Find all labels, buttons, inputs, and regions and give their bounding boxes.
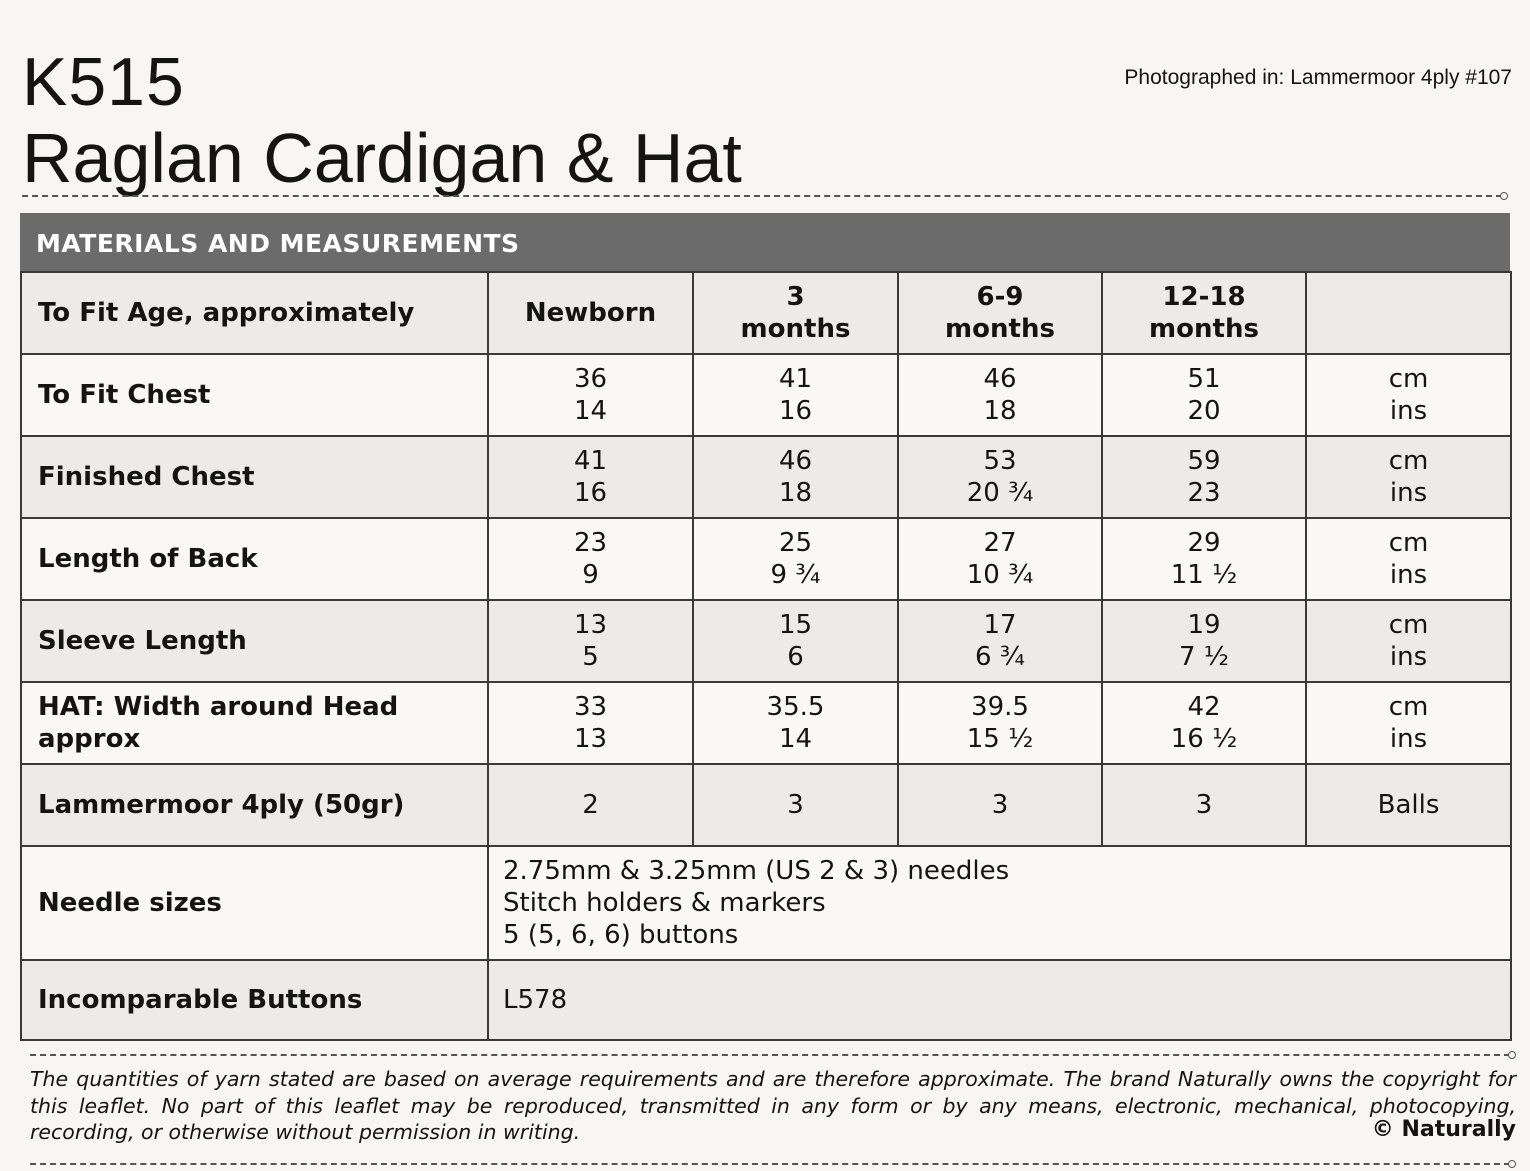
row-label: Finished Chest [21,436,488,518]
value-cell: 41 16 [693,354,898,436]
value-cell: 3 [1102,764,1306,846]
unit-cell: cm ins [1306,682,1511,764]
list-item: 5 (5, 6, 6) buttons [503,920,739,950]
row-label: To Fit Age, approximately [21,272,488,354]
value-cell: 46 18 [898,354,1102,436]
value-cell: 25 9 ¾ [693,518,898,600]
table-row [21,600,1511,682]
value-cell: 17 6 ¾ [898,600,1102,682]
value-cell: 51 20 [1102,354,1306,436]
value-cell: 33 13 [488,682,693,764]
age-header: 6-9 months [898,272,1102,354]
value-cell: 3 [693,764,898,846]
divider [22,195,1502,197]
value-cell: 15 6 [693,600,898,682]
value-cell: 42 16 ½ [1102,682,1306,764]
divider [30,1054,1510,1056]
value-cell: 3 [898,764,1102,846]
value-cell: 41 16 [488,436,693,518]
section-banner: MATERIALS AND MEASUREMENTS [20,213,1510,271]
empty-cell [1306,272,1511,354]
age-header: 12-18 months [1102,272,1306,354]
pattern-code: K515 [22,44,185,120]
photographed-in: Photographed in: Lammermoor 4ply #107 [1124,66,1512,89]
value-cell: 19 7 ½ [1102,600,1306,682]
unit-cell: cm ins [1306,600,1511,682]
unit-cell: cm ins [1306,354,1511,436]
row-label: Sleeve Length [21,600,488,682]
list-item: 2.75mm & 3.25mm (US 2 & 3) needles [503,856,1010,886]
button-code: L578 [488,960,1511,1040]
age-header: Newborn [488,272,693,354]
value-cell: 23 9 [488,518,693,600]
unit-cell: Balls [1306,764,1511,846]
copyright-mark: © Naturally [1371,1117,1516,1142]
pattern-title: Raglan Cardigan & Hat [22,119,742,197]
unit-cell: cm ins [1306,436,1511,518]
table-row [21,272,1511,354]
age-header: 3 months [693,272,898,354]
value-cell: 13 5 [488,600,693,682]
value-cell: 27 10 ¾ [898,518,1102,600]
needle-list [488,846,1511,960]
list-item: Stitch holders & markers [503,888,826,918]
measurements-table [20,271,1512,1041]
unit-cell: cm ins [1306,518,1511,600]
value-cell: 59 23 [1102,436,1306,518]
value-cell: 39.5 15 ½ [898,682,1102,764]
copyright-notice: The quantities of yarn stated are based on average requirements and are therefore approximate. The brand Naturally owns the copyright for this leaflet. No part of this leaflet may be reproduced, transmitted in any form or by any means, electronic, mechanical, photocopying, recording, or otherwise without permission in writing. [30,1067,1516,1144]
table-row [21,354,1511,436]
table-row [21,764,1511,846]
table-row [21,436,1511,518]
row-label: Needle sizes [21,846,488,960]
value-cell: 53 20 ¾ [898,436,1102,518]
table-row [21,682,1511,764]
value-cell: 29 11 ½ [1102,518,1306,600]
row-label: To Fit Chest [21,354,488,436]
divider [30,1163,1510,1165]
row-label: Incomparable Buttons [21,960,488,1040]
table-row [21,518,1511,600]
value-cell: 36 14 [488,354,693,436]
row-label: Length of Back [21,518,488,600]
value-cell: 46 18 [693,436,898,518]
value-cell: 35.5 14 [693,682,898,764]
table-row [21,960,1511,1040]
row-label: Lammermoor 4ply (50gr) [21,764,488,846]
row-label: HAT: Width around Head approx [21,682,488,764]
value-cell: 2 [488,764,693,846]
table-row [21,846,1511,960]
